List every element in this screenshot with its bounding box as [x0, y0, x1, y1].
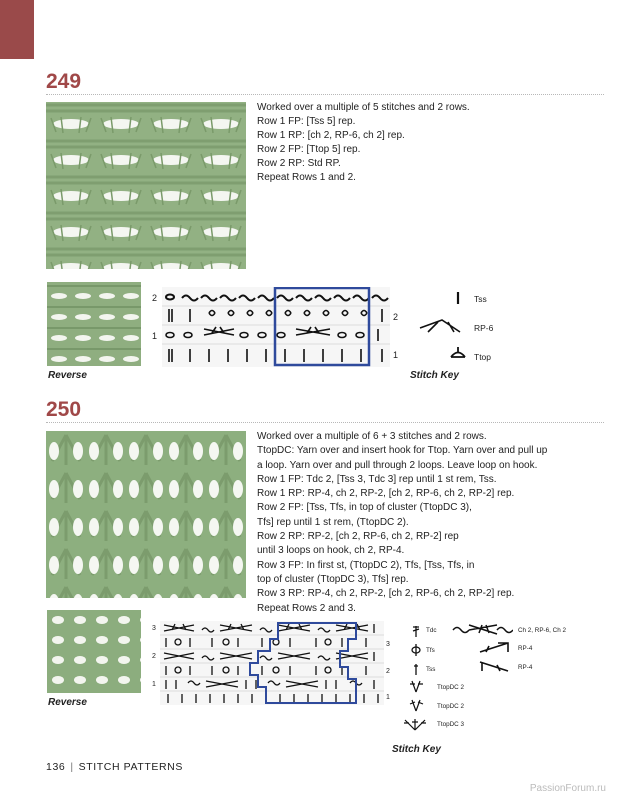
swatch-250-reverse [47, 610, 141, 693]
instruction-line: top of cluster (TtopDC 3), Tfs] rep. [257, 573, 409, 585]
rp6-icon [418, 316, 462, 341]
instruction-line: Row 2 RP: Std RP. [257, 158, 341, 170]
row-label: 2 [386, 668, 390, 675]
key-label: RP-4 [518, 645, 533, 652]
rp4b-icon [478, 659, 512, 680]
swatch-249-front [46, 102, 246, 269]
page-footer [46, 761, 183, 773]
swatch-250-front [46, 431, 246, 598]
divider [46, 94, 604, 95]
instruction-line: Row 3 RP: RP-4, ch 2, RP-2, [ch 2, RP-6, ch 2, RP-2] rep. [257, 588, 515, 600]
ttop-icon [448, 345, 468, 368]
stitch-chart-249 [162, 287, 390, 367]
tss-icon [450, 290, 466, 311]
section-title: STITCH PATTERNS [78, 761, 183, 773]
instruction-line: Repeat Rows 1 and 2. [257, 172, 356, 184]
rp4-icon [478, 640, 512, 661]
stitch-key-title-250: Stitch Key [392, 744, 441, 755]
key-label: Tfs [426, 647, 435, 654]
instruction-line: Row 2 FP: [Ttop 5] rep. [257, 144, 361, 156]
key-label: Ttop [474, 352, 492, 362]
instruction-line: a loop. Yarn over and pull through 2 loops. Leave loop on hook. [257, 459, 538, 471]
instruction-line: until 3 loops on hook, ch 2, RP-4. [257, 545, 405, 557]
instructions-250 [257, 430, 547, 616]
instruction-line: Worked over a multiple of 6 + 3 stitches and 2 rows. [257, 431, 487, 442]
instruction-line: Row 2 FP: [Tss, Tfs, in top of cluster (TtopDC 3), [257, 502, 472, 514]
row-label: 1 [152, 681, 156, 688]
ttopdc3-icon [402, 717, 428, 738]
row-label: 1 [386, 694, 390, 701]
instruction-line: Row 1 RP: [ch 2, RP-6, ch 2] rep. [257, 130, 405, 142]
key-label: RP-4 [518, 664, 533, 671]
row-label: 3 [386, 641, 390, 648]
stitch-key-title-249: Stitch Key [410, 370, 459, 381]
divider [46, 422, 604, 423]
stitch-chart-250 [160, 621, 384, 705]
instruction-line: Row 1 FP: [Tss 5] rep. [257, 116, 356, 128]
instruction-line: Row 2 RP: RP-2, [ch 2, RP-6, ch 2, RP-2] rep [257, 531, 459, 543]
key-label: TtopDC 3 [437, 721, 464, 728]
chapter-tab [0, 0, 34, 59]
reverse-label-249: Reverse [48, 370, 87, 381]
row-label: 2 [393, 312, 399, 322]
page-number: 136 [46, 761, 66, 773]
instruction-line: Worked over a multiple of 5 stitches and 2 rows. [257, 102, 470, 113]
key-label: TtopDC 2 [437, 684, 464, 691]
instruction-line: Tfs] rep until 1 st rem, (TtopDC 2). [257, 516, 409, 528]
instruction-line: Repeat Rows 2 and 3. [257, 602, 356, 614]
row-label: 3 [152, 625, 156, 632]
watermark: PassionForum.ru [529, 783, 606, 794]
row-label: 2 [152, 293, 158, 303]
footer-separator: | [70, 761, 74, 773]
key-label: TtopDC 2 [437, 703, 464, 710]
instruction-line: Row 1 FP: Tdc 2, [Tss 3, Tdc 3] rep until 1 st rem, Tss. [257, 473, 497, 485]
instruction-line: Row 3 FP: In first st, (TtopDC 2), Tfs, [Tss, Tfs, in [257, 559, 475, 571]
key-label: Tdc [426, 627, 437, 634]
ttopdc2b-icon [407, 698, 425, 719]
row-label: 1 [393, 350, 399, 360]
tfs-icon [409, 643, 423, 662]
instructions-249 [257, 101, 470, 186]
key-label: Tss [426, 666, 436, 673]
swatch-249-reverse [47, 282, 141, 366]
key-label: Tss [474, 294, 487, 304]
row-label: 1 [152, 331, 158, 341]
key-label: RP-6 [474, 323, 494, 333]
instruction-line: TtopDC: Yarn over and insert hook for Ttop. Yarn over and pull up [257, 445, 548, 457]
key-label: Ch 2, RP-6, Ch 2 [518, 627, 566, 634]
reverse-label-250: Reverse [48, 697, 87, 708]
instruction-line: Row 1 RP: RP-4, ch 2, RP-2, [ch 2, RP-6, ch 2, RP-2] rep. [257, 488, 515, 500]
pattern-249-number: 249 [46, 70, 82, 93]
ttopdc2-icon [407, 679, 425, 700]
row-label: 2 [152, 653, 156, 660]
tdc-icon [409, 624, 423, 643]
pattern-250-number: 250 [46, 398, 82, 421]
